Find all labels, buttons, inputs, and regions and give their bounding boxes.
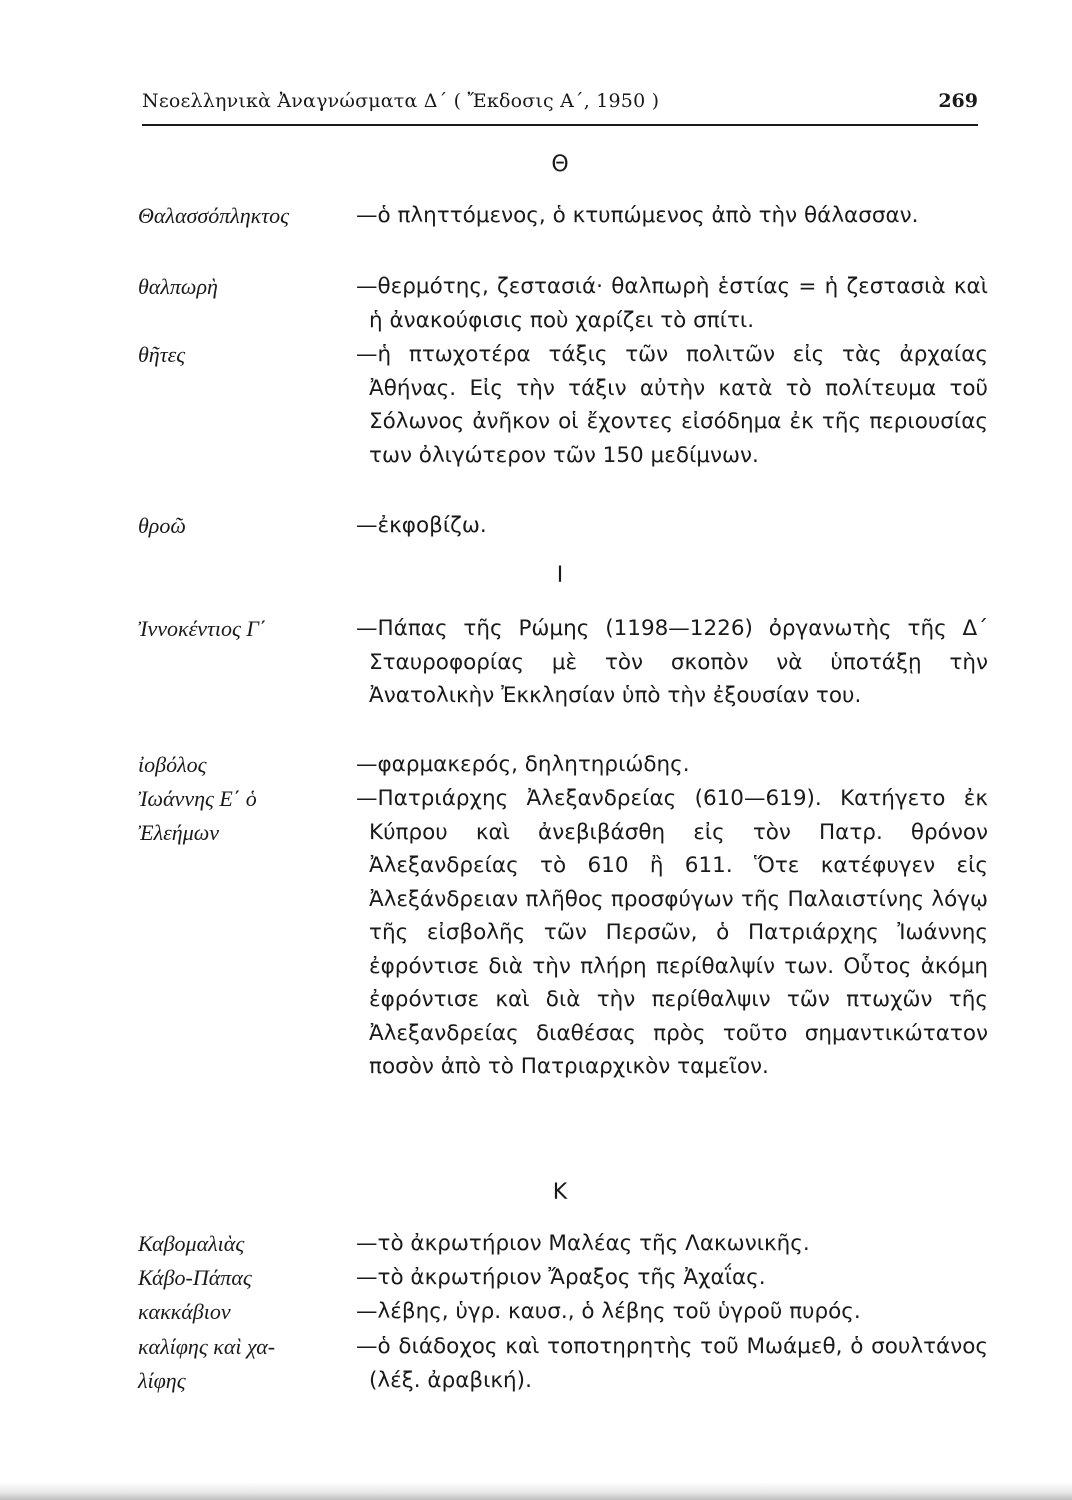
glossary-definition: —τὸ ἀκρωτήριον Μαλέας τῆς Λακωνικῆς. (356, 1231, 810, 1256)
glossary-entry (138, 338, 988, 506)
glossary-entry (138, 1261, 988, 1295)
running-header (142, 84, 978, 126)
glossary-definition: —λέβης, ὑγρ. καυσ., ὁ λέβης τοῦ ὑγροῦ πυρός. (356, 1299, 861, 1324)
glossary-term: καλίφης καὶ χα- λίφης (138, 1334, 276, 1393)
section-letter-theta: Θ (551, 152, 569, 177)
glossary-definition: —τὸ ἀκρωτήριον Ἄραξος τῆς Ἀχαΐας. (356, 1265, 766, 1290)
glossary-definition: —ὁ πληττόμενος, ὁ κτυπώμενος ἀπὸ τὴν θάλασσαν. (356, 203, 919, 228)
glossary-entry (138, 270, 988, 337)
section-letter-kappa: Κ (552, 1180, 568, 1205)
glossary-term: θαλπωρὴ (138, 274, 218, 299)
glossary-entry (138, 748, 988, 782)
scan-bottom-edge (0, 1482, 1072, 1500)
glossary-definition: —θερμότης, ζεστασιά· θαλπωρὴ ἑστίας = ἡ ζεστασιὰ καὶ ἡ ἀνακούφισις ποὺ χαρίζει τὸ σπίτι. (356, 274, 988, 333)
glossary-definition: —Πάπας τῆς Ρώμης (1198—1226) ὀργανωτὴς τῆς Δ΄ Σταυροφορίας μὲ τὸν σκοπὸν νὰ ὑποτάξῃ τὴν Ἀνατολικὴν Ἐκκλησίαν ὑπὸ τὴν ἐξουσίαν του. (356, 616, 988, 708)
header-title: Νεοελληνικὰ Ἀναγνώσματα Δ΄ ( Ἔκδοσις Α΄, 1950 ) (142, 90, 660, 112)
glossary-entry (138, 199, 988, 266)
glossary-term: Καβομαλιὰς (138, 1231, 245, 1256)
glossary-term: θῆτες (138, 342, 186, 367)
glossary-term: Κάβο-Πάπας (138, 1265, 252, 1290)
glossary-definition: —ὁ διάδοχος καὶ τοποτηρητὴς τοῦ Μωάμεθ, ὁ σουλτάνος (λέξ. ἀραβική). (356, 1334, 988, 1393)
glossary-term: Θαλασσόπληκτος (138, 203, 290, 228)
glossary-entry (138, 1295, 988, 1329)
glossary-definition: —ἡ πτωχοτέρα τάξις τῶν πολιτῶν εἰς τὰς ἀρχαίας Ἀθήνας. Εἰς τὴν τάξιν αὐτὴν κατὰ τὸ πολίτευμα τοῦ Σόλωνος ἀνῆκον οἱ ἔχοντες εἰσόδημα ἐκ τῆς περιουσίας των ὀλιγώτερον τῶν 150 μεδίμνων. (356, 342, 988, 468)
glossary-entry (138, 612, 988, 746)
glossary-definition: —ἐκφοβίζω. (356, 513, 487, 538)
page-number: 269 (938, 90, 978, 112)
glossary-entry (138, 782, 988, 1162)
glossary-entry (138, 1227, 988, 1261)
glossary-term: Ἰωάννης Ε΄ ὁ Ἐλεήμων (138, 786, 257, 845)
glossary-entry (138, 1330, 988, 1397)
glossary-term: Ἰννοκέντιος Γ΄ (138, 616, 267, 641)
glossary-term: ἰοβόλος (138, 752, 207, 777)
section-letter-iota: Ι (556, 563, 564, 588)
glossary-definition: —φαρμακερός, δηλητηριώδης. (356, 752, 690, 777)
glossary-term: κακκάβιον (138, 1299, 231, 1324)
glossary-entry (138, 509, 988, 543)
glossary-definition: —Πατριάρχης Ἀλεξανδρείας (610—619). Κατήγετο ἐκ Κύπρου καὶ ἀνεβιβάσθη εἰς τὸν Πατρ. θρόνον Ἀλεξανδρείας τὸ 610 ἢ 611. Ὅτε κατέφυγεν εἰς Ἀλεξάνδρειαν πλῆθος προσφύγων τῆς Παλαιστίνης λόγῳ τῆς εἰσβολῆς τῶν Περσῶν, ὁ Πατριάρχης Ἰωάννης ἐφρόντισε διὰ τὴν πλήρη περίθαλψίν των. Οὗτος ἀκόμη ἐφρόντισε καὶ διὰ τὴν περίθαλψιν τῶν πτωχῶν τῆς Ἀλεξανδρείας διαθέσας πρὸς τοῦτο σημαντικώτατον ποσὸν ἀπὸ τὸ Πατριαρχικὸν ταμεῖον. (356, 786, 988, 1079)
glossary-term: θροῶ (138, 513, 186, 538)
